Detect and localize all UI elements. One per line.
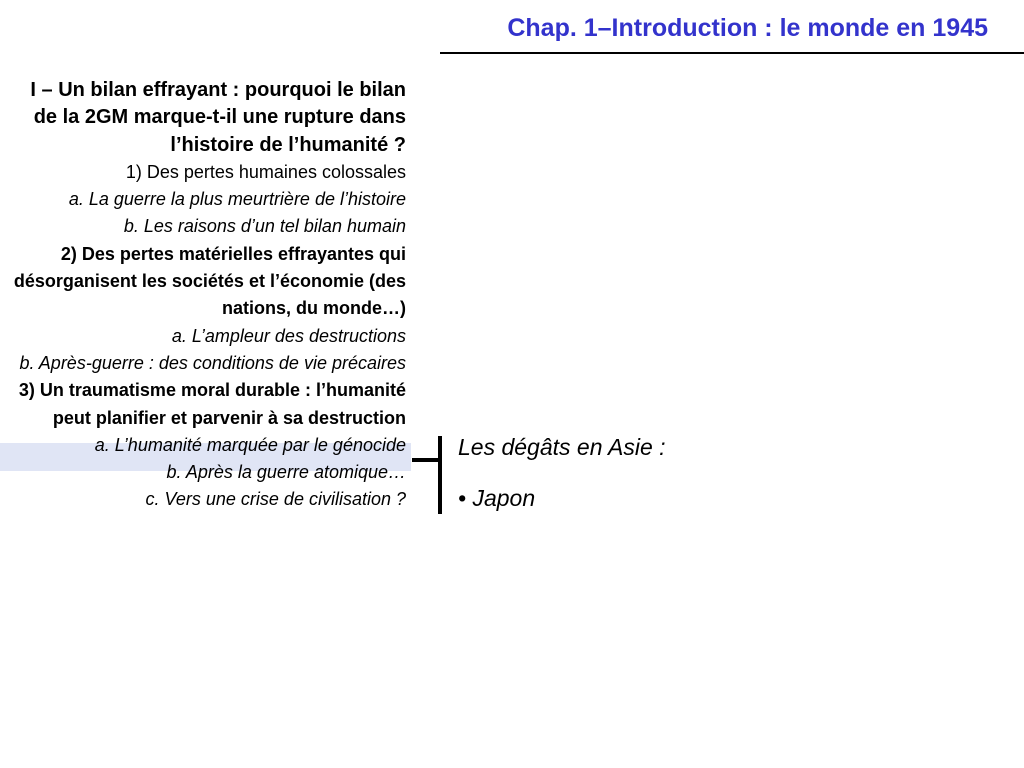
slide-content (458, 432, 998, 514)
outline-item-3b: b. Après la guerre atomique… (166, 462, 406, 483)
bracket-arm (412, 458, 442, 462)
content-bullet-japon: • Japon (458, 485, 536, 511)
outline-item-2a: a. L’ampleur des destructions (171, 325, 406, 346)
outline-item-1b: b. Les raisons d’un tel bilan humain (123, 216, 406, 237)
outline-item-3c: c. Vers une crise de civilisation ? (145, 489, 406, 510)
outline-section-1: I – Un bilan effrayant : pourquoi le bilan de la 2GM marque-t-il une rupture dans l’histoire de l’humanité ? (30, 79, 406, 156)
outline-sub-3: 3) Un traumatisme moral durable : l’humanité peut planifier et parvenir à sa destruction (18, 380, 406, 428)
outline-item-3a: a. L’humanité marquée par le génocide (94, 434, 406, 455)
outline-sub-2: 2) Des pertes matérielles effrayantes qui désorganisent les sociétés et l’économie (des nations, du monde…) (13, 243, 406, 319)
content-heading: Les dégâts en Asie : (458, 434, 666, 460)
slide-title: Chap. 1–Introduction : le monde en 1945 (507, 14, 988, 42)
bracket-connector (412, 436, 442, 514)
bracket-stem (438, 436, 442, 514)
outline-item-2b: b. Après-guerre : des conditions de vie précaires (19, 352, 406, 373)
outline-item-1a: a. La guerre la plus meurtrière de l’histoire (68, 189, 406, 210)
chapter-outline (10, 77, 406, 514)
outline-sub-1: 1) Des pertes humaines colossales (125, 161, 406, 182)
title-underline (440, 52, 1024, 54)
